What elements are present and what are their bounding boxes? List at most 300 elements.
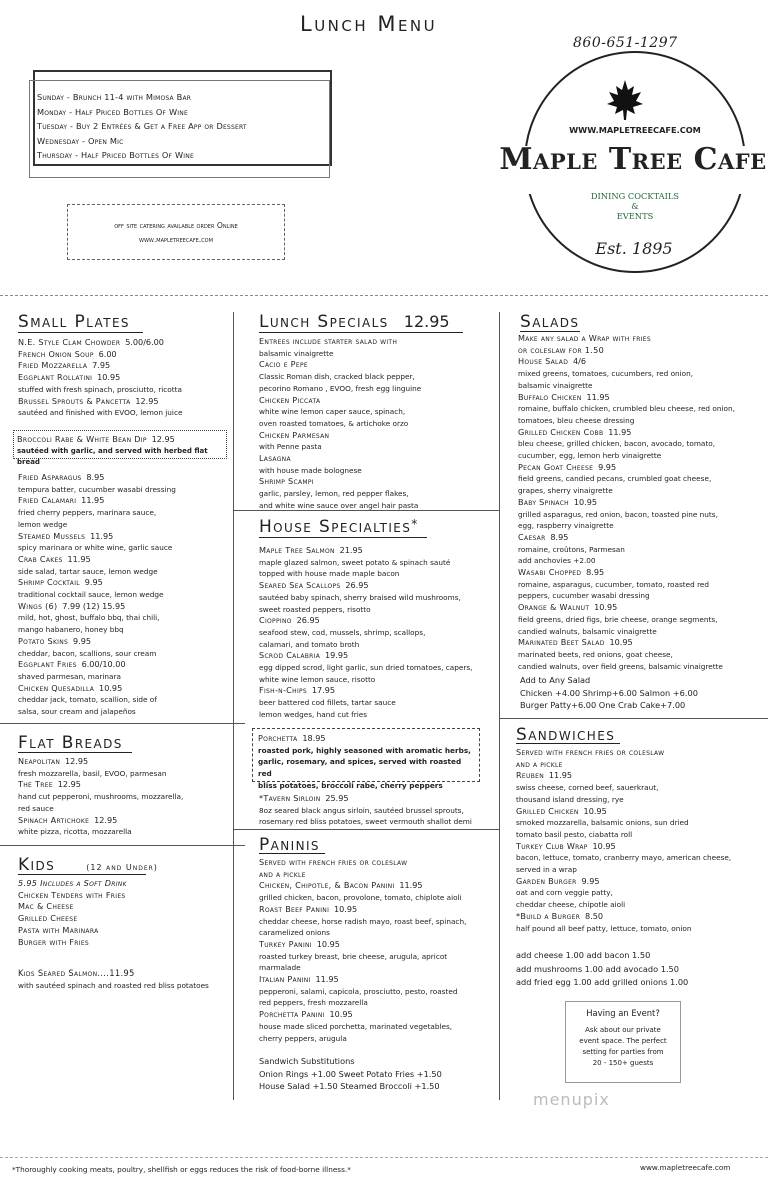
title-underline xyxy=(516,743,620,744)
menu-text: Italian Panini xyxy=(259,974,311,985)
addons-title: Add to Any Salad xyxy=(520,675,591,685)
section-note: Make any salad a Wrap with fries xyxy=(518,333,651,343)
menu-text: N.E. Style Clam Chowder xyxy=(18,337,121,347)
menu-item xyxy=(18,360,230,372)
menu-text: 11.95 xyxy=(67,553,91,564)
section-divider xyxy=(0,723,245,724)
title-underline xyxy=(520,331,580,332)
maple-leaf-icon xyxy=(601,76,649,124)
item-description: maple glazed salmon, sweet potato & spinach sauté xyxy=(259,557,451,567)
item-description: candied walnuts, balsamic vinaigrette xyxy=(518,626,657,636)
sandwiches-title: Sandwiches xyxy=(516,725,616,745)
section-note: and a pickle xyxy=(516,758,563,769)
item-description: Classic Roman dish, cracked black pepper, xyxy=(259,372,415,382)
menu-text: 21.95 xyxy=(339,545,363,555)
item-description: white pizza, ricotta, mozzarella xyxy=(18,827,132,837)
item-description: hand cut pepperoni, mushrooms, mozzarella, xyxy=(18,792,184,802)
menu-text: 8.95 xyxy=(586,567,605,578)
menu-item xyxy=(259,1009,497,1021)
menu-item xyxy=(18,779,230,791)
menu-item: Mac & Cheese xyxy=(18,901,74,912)
item-description: romaine, croûtons, Parmesan xyxy=(518,544,625,554)
menu-text: 17.95 xyxy=(311,685,336,696)
item-description: side salad, tartar sauce, lemon wedge xyxy=(18,566,158,576)
menu-item: Kids Seared Salmon....11.95 xyxy=(18,968,135,978)
menu-item xyxy=(516,911,766,923)
menu-item xyxy=(18,472,230,484)
item-description: pecorino Romano , EVOO, fresh egg linguine xyxy=(259,383,422,393)
item-description: candied walnuts, over field greens, balsamic vinaigrette xyxy=(518,661,723,671)
kids-subtitle: (12 and Under) xyxy=(86,863,158,872)
menu-text: Orange & Walnut xyxy=(518,602,590,613)
menu-text: Steamed Mussels xyxy=(18,530,86,541)
menu-item xyxy=(259,545,497,557)
menu-text: Chicken Quesadilla xyxy=(18,682,95,693)
section-note: Entrees include starter salad with xyxy=(259,336,398,346)
menu-text: 10.95 xyxy=(583,805,607,816)
kids-title: Kids xyxy=(18,855,56,875)
daily-special: Thursday - Half Priced Bottles Of Wine xyxy=(37,150,194,160)
menu-text: 12.95 xyxy=(65,756,89,766)
item-description: oat and corn veggie patty, xyxy=(516,888,613,898)
menu-text: 9.95 xyxy=(84,577,103,588)
menu-item xyxy=(518,356,766,368)
item-description: white wine lemon sauce, risotto xyxy=(259,674,376,684)
item-description: red sauce xyxy=(18,803,54,813)
item-description: sautéed and finished with EVOO, lemon juice xyxy=(18,408,183,418)
menu-item xyxy=(18,372,230,384)
menu-item xyxy=(259,685,497,697)
burger-addons xyxy=(516,949,766,990)
house-specialties-star: * xyxy=(411,517,418,531)
section-note: balsamic vinaigrette xyxy=(259,348,334,358)
porchetta-box xyxy=(252,728,480,790)
menu-item xyxy=(258,733,474,745)
menu-text: 12.95 xyxy=(57,779,81,790)
menu-text: 6.00/10.00 xyxy=(81,659,126,670)
menu-text: Crab Cakes xyxy=(18,553,63,564)
menu-text: Maple Tree Salmon xyxy=(259,545,335,555)
menu-item xyxy=(18,349,230,361)
logo-phone: 860-651-1297 xyxy=(573,35,678,51)
logo-name: Maple Tree Cafe xyxy=(499,142,767,177)
item-description: caramelized onions xyxy=(259,928,330,938)
menu-text: 10.95 xyxy=(592,840,616,851)
flat-breads-title: Flat Breads xyxy=(18,733,123,753)
menu-text: 10.95 xyxy=(333,903,358,914)
item-description: romaine, buffalo chicken, crumbled bleu cheese, red onion, xyxy=(518,404,735,414)
paninis-title: Paninis xyxy=(259,835,320,855)
item-description: thousand island dressing, rye xyxy=(516,794,624,804)
daily-special: Monday - Half Priced Bottles Of Wine xyxy=(37,106,188,117)
addons-line: Burger Patty+6.00 One Crab Cake+7.00 xyxy=(520,700,686,710)
menu-item xyxy=(518,532,766,544)
catering-url[interactable]: www.mapletreecafe.com xyxy=(139,235,213,244)
kids-heading xyxy=(18,855,158,875)
kids-salmon xyxy=(18,968,238,991)
title-underline xyxy=(18,332,143,333)
logo-established: Est. 1895 xyxy=(595,239,673,258)
menu-text: 8.95 xyxy=(550,531,569,542)
item-description: topped with house made maple bacon xyxy=(259,569,400,579)
lunch-specials-list xyxy=(259,336,495,512)
item-description: lemon wedges, hand cut fries xyxy=(259,709,368,719)
menu-item xyxy=(516,806,766,818)
menu-item xyxy=(259,580,497,592)
menu-text: 25.95 xyxy=(325,793,349,803)
menu-item xyxy=(18,636,230,648)
item-description: grilled chicken, bacon, provolone, tomato, chiplote aioli xyxy=(259,893,462,903)
title-underline xyxy=(259,853,325,854)
salad-addons xyxy=(520,674,766,712)
item-description: with house made bolognese xyxy=(259,465,362,475)
item-description: house made sliced porchetta, marinated vegetables, xyxy=(259,1021,453,1031)
menu-item xyxy=(259,793,497,805)
menu-item xyxy=(516,841,766,853)
small-plates-title: Small Plates xyxy=(18,312,130,332)
item-description: romaine, asparagus, cucumber, tomato, roasted red xyxy=(518,579,710,589)
menu-text: Potato Skins xyxy=(18,635,69,646)
menu-text: 6.00 xyxy=(98,348,117,359)
menu-text: 19.95 xyxy=(324,650,349,661)
menu-text: 12.95 xyxy=(151,434,175,444)
menu-item xyxy=(18,659,230,671)
menu-item xyxy=(516,876,766,888)
house-specialties-title: House Specialties xyxy=(259,517,412,537)
menu-text: Broccoli Rabe & White Bean Dip xyxy=(17,434,147,444)
menu-text: 12.95 xyxy=(135,395,159,406)
menu-text: 10.95 xyxy=(573,496,597,507)
menu-text: Cioppino xyxy=(259,615,292,626)
menu-text: Eggplant Fries xyxy=(18,659,77,670)
item-description: field greens, candied pecans, crumbled goat cheese, xyxy=(518,474,712,484)
lunch-specials-title: Lunch Specials xyxy=(259,312,389,332)
addon-line: add cheese 1.00 add bacon 1.50 xyxy=(516,950,651,960)
sirloin-item xyxy=(259,793,497,828)
daily-special: Sunday - Brunch 11-4 with Mimosa Bar xyxy=(37,92,192,102)
item-description: calamari, and tomato broth xyxy=(259,639,360,649)
lunch-specials-price: 12.95 xyxy=(403,312,450,331)
menu-text: 8.95 xyxy=(86,472,105,482)
title-underline xyxy=(18,874,146,875)
section-divider xyxy=(0,845,245,846)
menu-item xyxy=(259,974,497,986)
flat-breads-list xyxy=(18,756,230,838)
footer-warning: *Thoroughly cooking meats, poultry, shellfish or eggs reduces the risk of food-borne illness.* xyxy=(12,1165,351,1174)
event-line: 20 - 150+ guests xyxy=(592,1059,654,1067)
item-description: rosemary red bliss potatoes, sweet vermouth shallot demi xyxy=(259,817,472,827)
item-description: salsa, sour cream and jalapeños xyxy=(18,707,136,717)
menu-item xyxy=(18,337,230,349)
menu-text: 18.95 xyxy=(302,733,326,743)
item-description: seafood stew, cod, mussels, shrimp, scallops, xyxy=(259,627,426,637)
menu-text: Porchetta Panini xyxy=(259,1009,325,1020)
item-description: cheddar jack, tomato, scallion, side of xyxy=(18,695,157,705)
title-underline xyxy=(259,537,427,538)
menu-text: Seared Sea Scallops xyxy=(259,580,341,591)
substitutions-title: Sandwich Substitutions xyxy=(259,1056,355,1066)
title-underline xyxy=(18,752,132,753)
item-description: tempura batter, cucumber wasabi dressing xyxy=(18,484,176,494)
menu-text: Turkey Club Wrap xyxy=(516,840,588,851)
item-description: spicy marinara or white wine, garlic sauce xyxy=(18,543,173,553)
item-description: marmalade xyxy=(259,963,301,973)
lunch-specials-heading xyxy=(259,312,450,332)
section-note: and a pickle xyxy=(259,868,306,879)
menu-item: Lasagna xyxy=(259,453,291,464)
menu-text: Garden Burger xyxy=(516,875,577,886)
substitutions-line: House Salad +1.50 Steamed Broccoli +1.50 xyxy=(259,1081,440,1091)
item-description: red peppers, fresh mozzarella xyxy=(259,998,368,1008)
event-title: Having an Event? xyxy=(586,1008,660,1018)
addons-line: Chicken +4.00 Shrimp+6.00 Salmon +6.00 xyxy=(520,687,698,698)
small-plates-list-2 xyxy=(18,472,230,718)
menu-text: 9.95 xyxy=(598,461,617,472)
event-box xyxy=(565,1001,681,1083)
menu-item xyxy=(518,392,766,404)
column-divider xyxy=(499,312,500,1100)
menu-item xyxy=(18,756,230,768)
menu-item: Grilled Cheese xyxy=(18,913,78,924)
menu-text: 5.00/6.00 xyxy=(125,337,164,347)
addon-line: add mushrooms 1.00 add avocado 1.50 xyxy=(516,963,679,974)
menu-text: Grilled Chicken Cobb xyxy=(518,426,604,437)
paninis-list xyxy=(259,857,497,1044)
footer-divider xyxy=(0,1157,768,1158)
daily-special: Tuesday - Buy 2 Entrées & Get a Free App or Dessert xyxy=(37,121,247,131)
house-specialties-list xyxy=(259,545,497,721)
catering-text: off site catering available order Online xyxy=(114,221,238,230)
logo-tagline xyxy=(582,191,688,221)
menu-text: 10.95 xyxy=(316,938,340,949)
item-description: cucumber, egg, lemon herb vinaigrette xyxy=(518,451,662,461)
menu-text: 10.95 xyxy=(329,1009,353,1020)
menu-text: Caesar xyxy=(518,531,546,542)
daily-special: Wednesday - Open Mic xyxy=(37,135,124,146)
item-description: white wine lemon caper sauce, spinach, xyxy=(259,407,406,417)
menu-text: 11.95 xyxy=(81,495,105,506)
menu-text: House Salad xyxy=(518,356,569,367)
item-description: cheddar cheese, horse radish mayo, roast beef, spinach, xyxy=(259,916,467,926)
menu-item xyxy=(259,650,497,662)
item-description: peppers, cucumber wasabi dressing xyxy=(518,591,650,601)
menu-item xyxy=(17,434,223,446)
small-plates-list xyxy=(18,337,230,419)
menu-text: 10.95 xyxy=(97,372,121,383)
menu-text: Shrimp Cocktail xyxy=(18,577,80,588)
item-description: and white wine sauce over angel hair pasta xyxy=(259,500,419,510)
menu-item xyxy=(518,637,766,649)
menu-item xyxy=(18,577,230,589)
item-description: smoked mozzarella, balsamic onions, sun dried xyxy=(516,818,689,828)
item-description: shaved parmesan, marinara xyxy=(18,671,121,681)
menu-text: Eggplant Rollatini xyxy=(18,372,93,383)
menu-title: Lunch Menu xyxy=(300,12,438,36)
menu-text: 10.95 xyxy=(609,637,633,648)
menu-item: Burger with Fries xyxy=(18,936,90,947)
catering-box xyxy=(67,204,285,260)
menu-text: Buffalo Chicken xyxy=(518,391,582,402)
menu-text: 4/6 xyxy=(572,356,586,367)
menu-text: 12.95 xyxy=(94,814,118,825)
menu-item xyxy=(518,427,766,439)
item-description: 8oz seared black angus sirloin, sautéed brussel sprouts, xyxy=(259,805,464,815)
header-divider xyxy=(0,295,768,296)
menu-text: 11.95 xyxy=(315,974,339,985)
item-description: mild, hot, ghost, buffalo bbq, thai chili, xyxy=(18,613,160,623)
item-description: egg dipped scrod, light garlic, sun dried tomatoes, capers, xyxy=(259,663,473,673)
item-description: egg, raspberry vinaigrette xyxy=(518,521,614,531)
item-description: marinated beets, red onions, goat cheese, xyxy=(518,649,673,659)
menu-text: *Build a Burger xyxy=(516,910,581,921)
menu-text: Fish-n-Chips xyxy=(259,685,308,696)
item-description: half pound all beef patty, lettuce, tomato, onion xyxy=(516,923,692,933)
item-description: garlic, parsley, lemon, red pepper flakes, xyxy=(259,489,409,499)
sandwiches-list xyxy=(516,747,766,934)
section-divider xyxy=(233,510,499,511)
menu-text: 26.95 xyxy=(296,615,320,626)
item-description: tomatoes, bleu cheese dressing xyxy=(518,415,635,425)
menu-text: 11.95 xyxy=(608,426,632,437)
menu-text: Brussel Sprouts & Pancetta xyxy=(18,395,131,406)
item-description: swiss cheese, corned beef, sauerkraut, xyxy=(516,783,659,793)
menu-text: 8.50 xyxy=(585,910,604,921)
menu-text: 26.95 xyxy=(345,580,369,591)
item-description: lemon wedge xyxy=(18,519,68,529)
item-description: sautéed baby spinach, sherry braised wild mushrooms, xyxy=(259,592,461,602)
menu-item xyxy=(518,497,766,509)
item-description: cheddar, bacon, scallions, sour cream xyxy=(18,648,157,658)
menu-text: Roast Beef Panini xyxy=(259,903,330,914)
menu-text: 11.95 xyxy=(399,880,423,891)
section-note: Served with french fries or coleslaw xyxy=(516,747,665,757)
item-description: cheddar cheese, chipotle aioli xyxy=(516,900,626,910)
item-description: traditional cocktail sauce, lemon wedge xyxy=(18,590,164,600)
menu-text: *Tavern Sirloin xyxy=(259,793,321,803)
menu-item xyxy=(18,495,230,507)
item-description: roasted pork, highly seasoned with aromatic herbs, xyxy=(258,745,471,755)
menu-text: Wasabi Chopped xyxy=(518,567,582,578)
menu-text: Turkey Panini xyxy=(259,938,312,949)
menu-text: The Tree xyxy=(18,779,53,790)
item-description: grilled asparagus, red onion, bacon, toasted pine nuts, xyxy=(518,509,718,519)
item-description: fresh mozzarella, basil, EVOO, parmesan xyxy=(18,768,167,778)
item-description: bleu cheese, grilled chicken, bacon, avocado, tomato, xyxy=(518,439,716,449)
item-description: pepperoni, salami, capicola, prosciutto, pesto, roasted xyxy=(259,986,458,996)
menu-text: Baby Spinach xyxy=(518,496,569,507)
menu-item xyxy=(259,939,497,951)
menu-text: 11.95 xyxy=(90,530,114,541)
menu-text: DINING COCKTAILS xyxy=(590,191,680,201)
menu-item xyxy=(18,396,230,408)
item-description: bacon, lettuce, tomato, cranberry mayo, american cheese, xyxy=(516,853,732,863)
menu-text: Wings (6) xyxy=(18,600,58,611)
menu-text: Marinated Beet Salad xyxy=(518,637,605,648)
item-description: roasted turkey breast, brie cheese, arugula, apricot xyxy=(259,951,448,961)
footer-url[interactable]: www.mapletreecafe.com xyxy=(640,1163,731,1172)
watermark: menupix xyxy=(533,1090,610,1109)
menu-item xyxy=(518,462,766,474)
menu-text: 11.95 xyxy=(586,391,610,402)
salads-list xyxy=(518,333,766,672)
menu-text: Grilled Chicken xyxy=(516,805,579,816)
title-underline xyxy=(259,332,463,333)
menu-text: & xyxy=(631,201,639,211)
menu-item xyxy=(18,554,230,566)
item-description: garlic, rosemary, and spices, served with roasted red xyxy=(258,757,462,779)
item-description: balsamic vinaigrette xyxy=(518,380,593,390)
item-description: grapes, sherry vinaigrette xyxy=(518,486,613,496)
event-line: setting for parties from xyxy=(582,1048,664,1056)
menu-text: 9.95 xyxy=(581,875,600,886)
menu-item xyxy=(518,567,766,579)
addon-line: add fried egg 1.00 add grilled onions 1.00 xyxy=(516,977,689,987)
item-description: cherry peppers, arugula xyxy=(259,1033,347,1043)
menu-text: Neapolitan xyxy=(18,756,61,766)
substitutions-line: Onion Rings +1.00 Sweet Potato Fries +1.50 xyxy=(259,1068,442,1079)
menu-item xyxy=(259,904,497,916)
item-description: field greens, dried figs, brie cheese, orange segments, xyxy=(518,614,718,624)
item-description: add anchovies +2.00 xyxy=(518,556,596,566)
menu-text: EVENTS xyxy=(616,211,654,221)
menu-text: Fried Asparagus xyxy=(18,472,82,482)
menu-item: Chicken Tenders with Fries xyxy=(18,889,126,900)
menu-text: French Onion Soup xyxy=(18,348,94,359)
menu-text: 7.95 xyxy=(92,360,111,371)
sandwich-substitutions xyxy=(259,1055,497,1093)
section-note: Served with french fries or coleslaw xyxy=(259,857,408,867)
menu-text: Scrod Calabria xyxy=(259,650,321,661)
menu-item xyxy=(18,601,230,613)
section-divider xyxy=(233,829,499,830)
item-description: bliss potatoes, broccoli rabe, cherry peppers xyxy=(258,780,443,790)
item-description: stuffed with fresh spinach, prosciutto, ricotta xyxy=(18,384,182,394)
menu-text: Fried Mozzarella xyxy=(18,360,88,371)
house-specialties-heading xyxy=(259,517,417,537)
menu-text: 10.95 xyxy=(99,682,123,693)
menu-item: Chicken Piccata xyxy=(259,394,321,405)
item-description: mango habanero, honey bbq xyxy=(18,625,124,635)
menu-item xyxy=(259,615,497,627)
event-line: event space. The perfect xyxy=(579,1037,667,1045)
menu-text: 7.99 (12) 15.95 xyxy=(62,600,126,611)
menu-item xyxy=(18,683,230,695)
daily-specials-box xyxy=(33,70,332,166)
item-description: with Penne pasta xyxy=(259,442,322,452)
item-description: with sautéed spinach and roasted red bliss potatoes xyxy=(18,980,209,990)
item-description: beer battered cod fillets, tartar sauce xyxy=(259,698,396,708)
item-description: tomato basil pesto, ciabatta roll xyxy=(516,829,633,839)
menu-text: Pecan Goat Cheese xyxy=(518,461,594,472)
menu-text: Spinach Artichoke xyxy=(18,814,90,825)
menu-item xyxy=(18,531,230,543)
menu-text: Porchetta xyxy=(258,733,298,743)
event-line: Ask about our private xyxy=(585,1026,661,1034)
menu-text: Reuben xyxy=(516,770,545,781)
menu-item: Pasta with Marinara xyxy=(18,924,99,935)
item-description: oven roasted tomatoes, & artichoke orzo xyxy=(259,418,409,428)
menu-item xyxy=(18,815,230,827)
menu-text: Fried Calamari xyxy=(18,495,77,506)
menu-item: Cacio e Pepe xyxy=(259,359,308,370)
menu-text: Chicken, Chipotle, & Bacon Panini xyxy=(259,880,395,891)
item-description: mixed greens, tomatoes, cucumbers, red onion, xyxy=(518,369,694,379)
section-note: or coleslaw for 1.50 xyxy=(518,344,605,355)
featured-item-box xyxy=(13,430,227,467)
menu-item xyxy=(516,770,766,782)
menu-text: 9.95 xyxy=(72,635,91,646)
item-description: served in a wrap xyxy=(516,865,577,875)
